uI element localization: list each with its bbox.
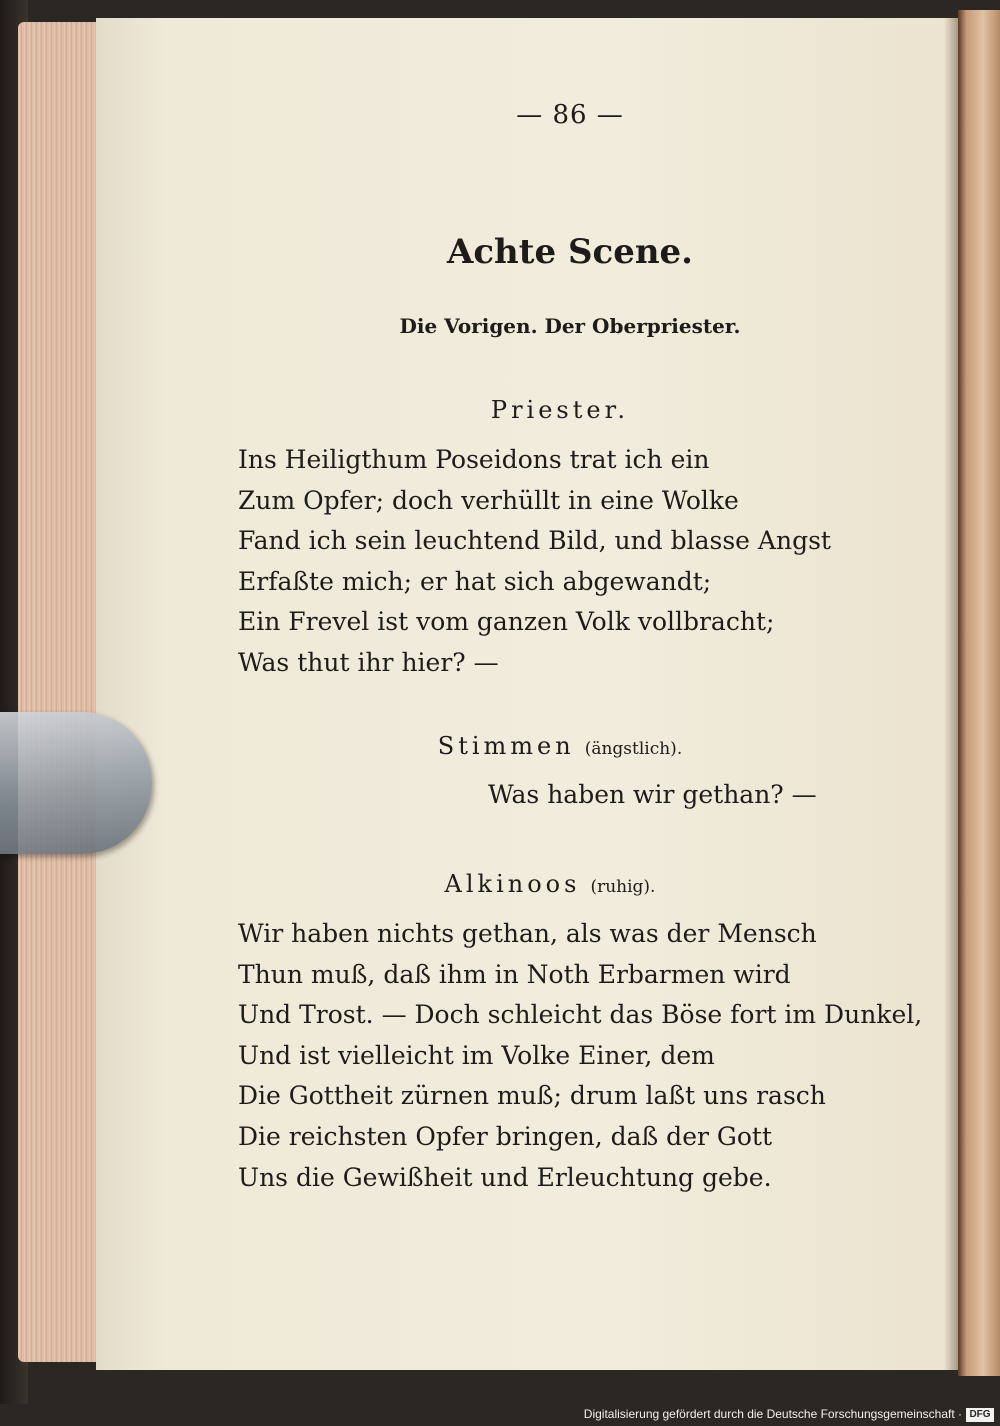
page-number: — 86 — [516, 100, 624, 130]
verse-line: Was haben wir gethan? — [488, 780, 817, 809]
verse-line: Erfaßte mich; er hat sich abgewandt; [238, 566, 712, 596]
verse-line: Die reichsten Opfer bringen, daß der Gott [238, 1121, 772, 1151]
verse-block-alkinoos [238, 914, 922, 1198]
digitization-credit: Digitalisierung gefördert durch die Deutsche Forschungsgemeinschaft · [583, 1407, 962, 1421]
verse-block-priester [238, 440, 831, 684]
speaker-name: Priester. [490, 396, 630, 424]
verse-line: Thun muß, daß ihm in Noth Erbarmen wird [238, 959, 791, 989]
verse-line: Was thut ihr hier? — [238, 647, 499, 677]
verse-line: Zum Opfer; doch verhüllt in eine Wolke [238, 485, 739, 515]
facing-page-edge [958, 10, 1000, 1376]
page-clip [0, 712, 152, 854]
verse-line: Uns die Gewißheit und Erleuchtung gebe. [238, 1162, 772, 1192]
speaker-alkinoos [320, 870, 780, 898]
stage-direction: (ängstlich). [584, 739, 683, 759]
verse-line: Die Gottheit zürnen muß; drum laßt uns rasch [238, 1081, 826, 1111]
verse-line: Wir haben nichts gethan, als was der Mensch [238, 919, 817, 948]
verse-line: Fand ich sein leuchtend Bild, und blasse Angst [238, 526, 831, 556]
speaker-name: Alkinoos [444, 870, 581, 898]
stage-direction: (ruhig). [590, 877, 656, 897]
dfg-logo: DFG [966, 1408, 994, 1422]
scene-title: Achte Scene. [446, 232, 694, 272]
verse-line: Ins Heiligthum Poseidons trat ich ein [238, 445, 710, 474]
verse-line: Und Trost. — Doch schleicht das Böse fort im Dunkel, [238, 1000, 923, 1030]
speaker-priester [330, 396, 790, 424]
speaker-stimmen [330, 732, 790, 760]
page-stack-edge [18, 22, 104, 1362]
verse-line: Ein Frevel ist vom ganzen Volk vollbracht; [238, 607, 775, 637]
verse-line: Und ist vielleicht im Volke Einer, dem [238, 1040, 715, 1070]
speaker-name: Stimmen [437, 732, 575, 760]
characters-line: Die Vorigen. Der Oberpriester. [399, 314, 741, 338]
